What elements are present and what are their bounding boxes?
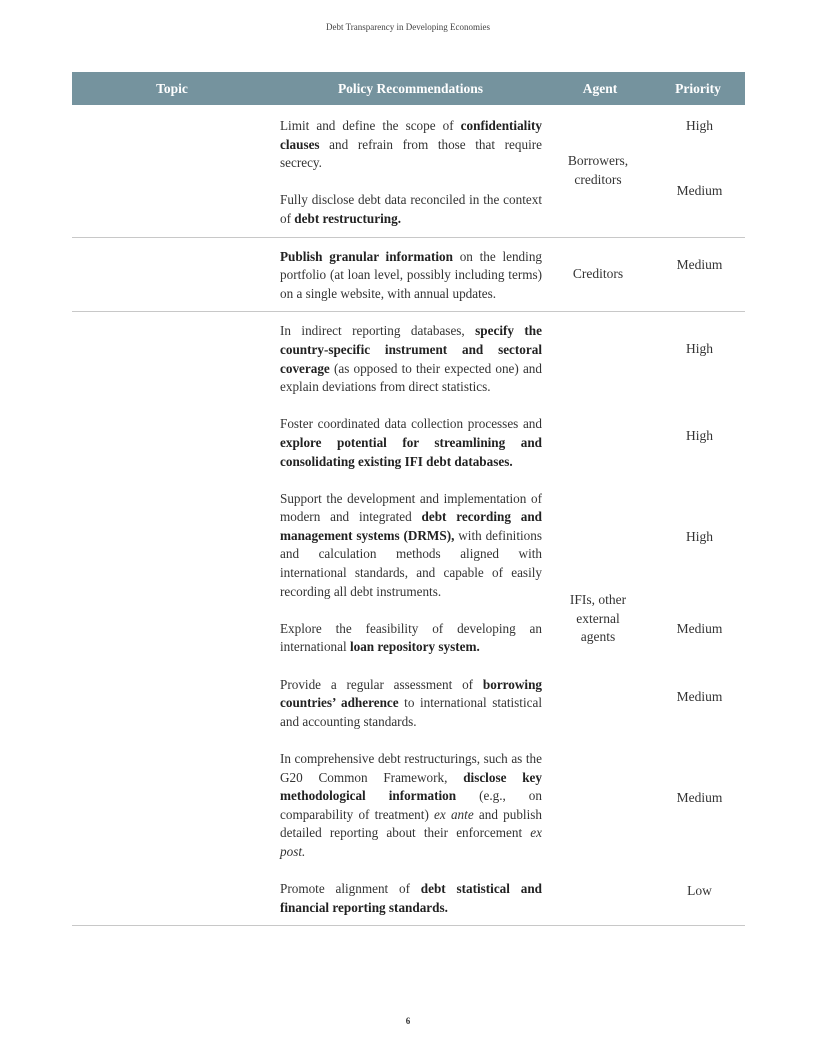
priority-label: High xyxy=(686,529,713,545)
recommendation-fragment: Support the development and implementation of modern and integrated xyxy=(280,490,542,525)
topic-cell xyxy=(72,105,272,237)
column-header-priority: Priority xyxy=(675,80,721,96)
recommendation-fragment: Limit and define the scope of xyxy=(280,118,461,133)
agent-label: Borrowers, creditors xyxy=(567,153,629,187)
agent-cell xyxy=(542,105,654,237)
recommendation-fragment: to international statistical and accounting standards. xyxy=(280,695,542,729)
table-body xyxy=(72,105,745,926)
recommendation-italic: ex ante xyxy=(434,806,474,822)
recommendation-text xyxy=(280,322,542,396)
agent-cell xyxy=(542,238,654,312)
recommendation-italic: ex post. xyxy=(280,825,542,859)
recommendation-fragment: with definitions and calculation methods aligned with international standards, and capable of easily recording all debt instruments. xyxy=(280,527,542,599)
recommendation-fragment: In indirect reporting databases, xyxy=(280,323,476,339)
recommendation-emphasis: borrowing countries’ adherence xyxy=(280,676,542,711)
recommendation-text xyxy=(280,490,542,602)
policy-cell xyxy=(280,238,542,312)
recommendation-emphasis: confidentiality clauses xyxy=(280,118,542,152)
priority-label: Medium xyxy=(676,256,723,272)
priority-label: Medium xyxy=(676,621,723,637)
table-row-group xyxy=(72,238,745,313)
priority-label: Medium xyxy=(676,183,723,198)
policy-table xyxy=(72,72,745,926)
recommendation-emphasis: specify the country-specific instrument and sectoral coverage xyxy=(280,323,542,376)
priority-cell xyxy=(654,312,745,925)
column-header-policy-recommendations: Policy Recommendations xyxy=(337,80,484,96)
agent-label: IFIs, other external agents xyxy=(569,591,627,645)
topic-cell xyxy=(72,238,272,312)
running-header: Debt Transparency in Developing Economies xyxy=(326,22,490,32)
agent-label: Creditors xyxy=(572,266,624,282)
recommendation-fragment: (e.g., on comparability of treatment) xyxy=(280,788,542,822)
recommendation-text xyxy=(280,750,542,862)
priority-label: High xyxy=(686,118,713,133)
page-number: 6 xyxy=(405,1016,411,1026)
recommendation-text xyxy=(280,191,542,228)
recommendation-emphasis: Publish granular information xyxy=(280,248,453,264)
priority-label: High xyxy=(686,341,713,357)
policy-cell xyxy=(280,105,542,237)
recommendation-fragment: and publish detailed reporting about their enforcement xyxy=(280,806,542,841)
column-header-agent: Agent xyxy=(582,80,618,96)
recommendation-emphasis: disclose key methodological information xyxy=(280,769,542,804)
priority-label: Low xyxy=(687,883,712,899)
recommendation-fragment: Foster coordinated data collection processes and xyxy=(280,416,542,432)
recommendation-emphasis: explore potential for streamlining and consolidating existing IFI debt databases. xyxy=(280,434,542,469)
table-header-row xyxy=(72,72,745,105)
recommendation-fragment: Fully disclose debt data reconciled in the context of xyxy=(280,192,542,226)
recommendation-emphasis: debt statistical and financial reporting standards. xyxy=(280,881,542,915)
priority-label: Medium xyxy=(676,689,723,705)
recommendation-text xyxy=(280,880,542,917)
agent-cell xyxy=(542,312,654,925)
recommendation-fragment: In comprehensive debt restructurings, such as the G20 Common Framework, xyxy=(280,751,542,785)
recommendation-text xyxy=(280,117,542,173)
recommendation-fragment: Promote alignment of xyxy=(280,881,421,897)
recommendation-fragment: (as opposed to their expected one) and explain deviations from direct statistics. xyxy=(280,360,542,395)
recommendation-emphasis: debt recording and management systems (DRMS), xyxy=(280,509,542,543)
recommendation-text xyxy=(280,415,542,471)
recommendation-fragment: and refrain from those that require secrecy. xyxy=(280,136,542,171)
recommendation-fragment: Provide a regular assessment of xyxy=(280,676,483,692)
recommendation-text xyxy=(280,248,542,304)
recommendation-fragment: Explore the feasibility of developing an international xyxy=(280,620,542,655)
priority-label: Medium xyxy=(676,790,723,806)
column-header-topic: Topic xyxy=(156,80,188,96)
recommendation-text xyxy=(280,676,542,732)
priority-label: High xyxy=(686,428,713,444)
table-row-group xyxy=(72,105,745,238)
priority-cell xyxy=(654,238,745,312)
recommendation-fragment: on the lending portfolio (at loan level, possibly including terms) on a single website, with annual updates. xyxy=(280,248,543,301)
topic-cell xyxy=(72,312,272,925)
policy-cell xyxy=(280,312,542,925)
recommendation-text xyxy=(280,620,542,657)
table-row-group xyxy=(72,312,745,926)
recommendation-emphasis: debt restructuring. xyxy=(294,210,402,226)
priority-cell xyxy=(654,105,745,237)
recommendation-emphasis: loan repository system. xyxy=(349,639,480,655)
